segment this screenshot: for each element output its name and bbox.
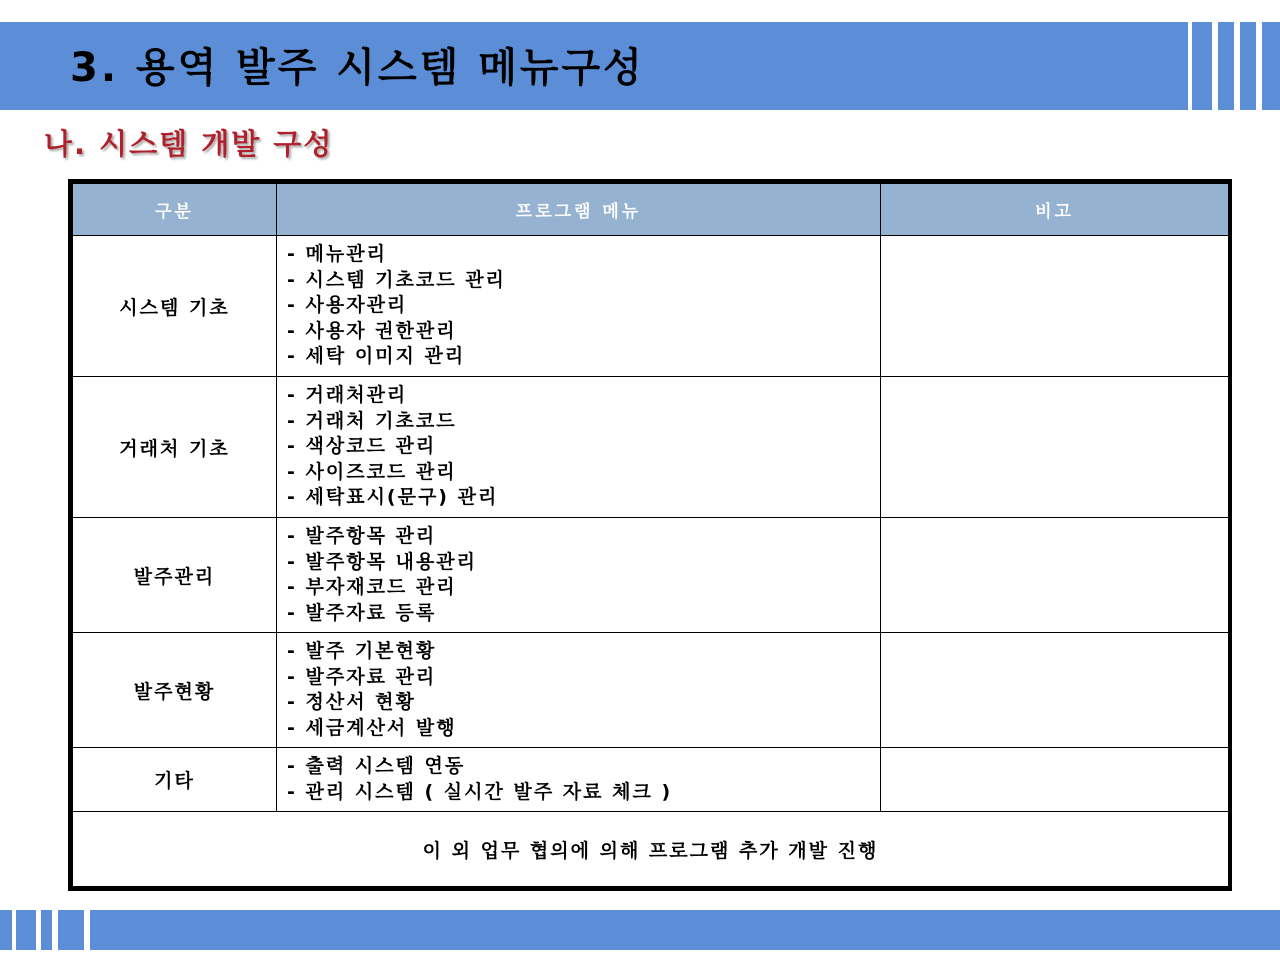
category-cell: 발주관리: [73, 518, 277, 633]
note-cell: [881, 518, 1229, 633]
footer-stripe: [36, 906, 41, 954]
note-cell: [881, 377, 1229, 518]
menu-item: - 사이즈코드 관리: [287, 460, 457, 483]
menu-cell: [277, 236, 881, 377]
table-row: [73, 518, 1229, 633]
menu-item: - 세탁표시(문구) 관리: [287, 486, 499, 509]
menu-grid: [72, 183, 1229, 887]
menu-item: - 메뉴관리: [287, 243, 387, 266]
menu-item: - 거래처관리: [287, 384, 408, 407]
menu-item: - 사용자 권한관리: [287, 319, 457, 342]
table-row: [73, 633, 1229, 748]
menu-item: - 거래처 기초코드: [287, 409, 457, 432]
menu-item: - 발주항목 관리: [287, 525, 437, 547]
category-cell: 시스템 기초: [73, 236, 277, 377]
menu-item: - 관리 시스템 ( 실시간 발주 자료 체크 ): [287, 780, 673, 803]
header-stripe: [1234, 18, 1240, 112]
table-row: [73, 377, 1229, 518]
menu-item: - 세금계산서 발행: [287, 716, 457, 739]
table-footer-note: 이 외 업무 협의에 의해 프로그램 추가 개발 진행: [73, 812, 1229, 887]
menu-item: - 부자재코드 관리: [287, 576, 457, 598]
menu-item: - 발주자료 등록: [287, 601, 437, 624]
menu-cell: [277, 518, 881, 633]
table-row: [73, 748, 1229, 812]
menu-cell: [277, 633, 881, 748]
menu-item: - 발주자료 관리: [287, 665, 437, 688]
table-row: [73, 236, 1229, 377]
menu-item: - 시스템 기초코드 관리: [287, 268, 506, 291]
category-cell: 발주현황: [73, 633, 277, 748]
menu-item: - 출력 시스템 연동: [287, 755, 466, 777]
section-title: 나. 시스템 개발 구성: [44, 127, 334, 161]
header-stripe: [1256, 18, 1262, 112]
page-title: 3. 용역 발주 시스템 메뉴구성: [70, 45, 645, 91]
footer-stripe: [84, 906, 90, 954]
column-header-category: 구분: [73, 184, 277, 236]
category-cell: 거래처 기초: [73, 377, 277, 518]
menu-cell: [277, 748, 881, 812]
column-header-note: 비고: [881, 184, 1229, 236]
menu-item: - 정산서 현황: [287, 691, 416, 713]
table-header-row: [73, 184, 1229, 236]
menu-item: - 세탁 이미지 관리: [287, 345, 466, 368]
note-cell: [881, 633, 1229, 748]
menu-item: - 발주 기본현황: [287, 640, 437, 662]
header-stripe: [1212, 18, 1218, 112]
note-cell: [881, 748, 1229, 812]
header-stripe: [1188, 18, 1192, 112]
table-footer-row: [73, 812, 1229, 887]
note-cell: [881, 236, 1229, 377]
menu-cell: [277, 377, 881, 518]
footer-stripe: [52, 906, 58, 954]
menu-item: - 색상코드 관리: [287, 435, 437, 458]
menu-item: - 사용자관리: [287, 294, 408, 317]
category-cell: 기타: [73, 748, 277, 812]
menu-item: - 발주항목 내용관리: [287, 550, 477, 573]
footer-band: [0, 910, 1280, 950]
footer-stripe: [12, 906, 16, 954]
menu-table: [68, 179, 1232, 891]
column-header-menu: 프로그램 메뉴: [277, 184, 881, 236]
